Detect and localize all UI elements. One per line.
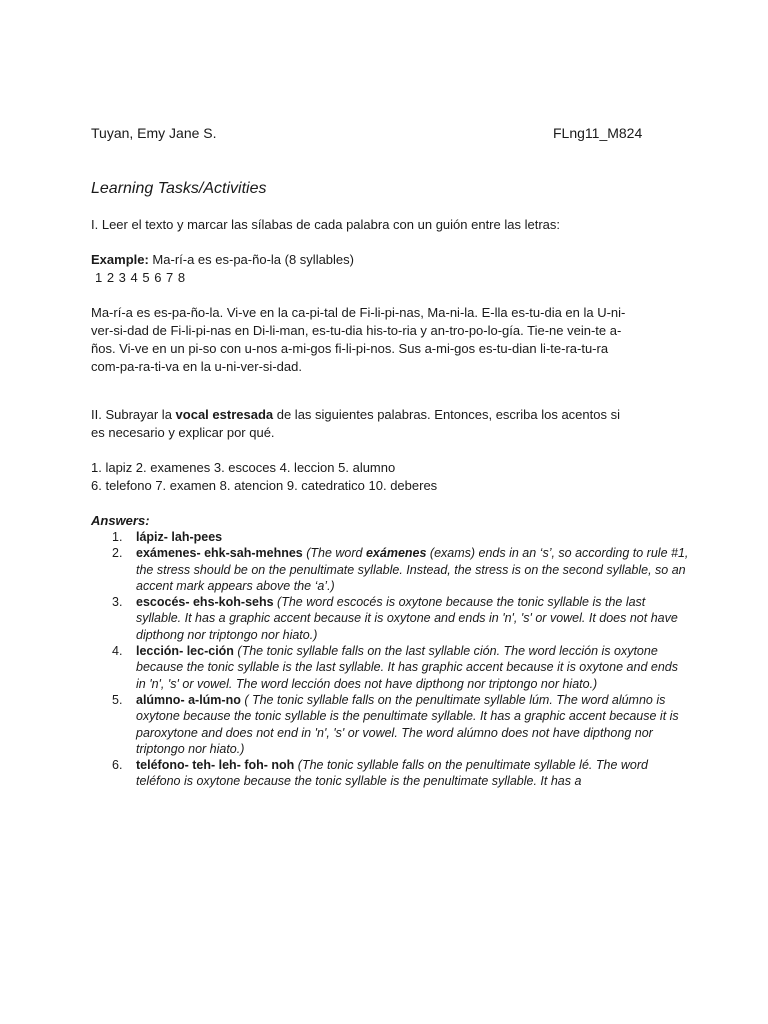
answer-explanation: (The word (302, 546, 366, 561)
answer-item (91, 692, 691, 757)
answer-explanation: (The tonic syllable falls on the penultimate syllable lé. The word teléfono is oxytone because the tonic syllable is the penultimate syllable. It has a (136, 758, 648, 789)
answer-term: alúmno- a-lúm-no (136, 692, 241, 707)
answer-explanation: (The word escocés is oxytone because the tonic syllable is the last syllable. It has a graphic accent because it is oxytone and ends in 'n', 's' or vowel. It does not have dipthong nor triptongo nor hiato.) (136, 595, 678, 642)
part2-instruction-line2: es necesario y explicar por qué. (91, 425, 275, 440)
answer-number: 3. (112, 595, 123, 610)
answer-number: 1. (112, 530, 123, 544)
part1-instruction: I. Leer el texto y marcar las sílabas de cada palabra con un guión entre las letras: (91, 217, 560, 232)
answer-explanation-bold: exámenes (365, 546, 427, 561)
answer-item (91, 545, 691, 594)
answer-number: 6. (112, 758, 123, 773)
answer-term: lección- lec-ción (136, 644, 234, 659)
paragraph-line: ños. Vi-ve en un pi-so con u-nos a-mi-gos fi-li-pi-nos. Sus a-mi-gos es-tu-dian li-te-ra-tu-ra (91, 341, 609, 356)
instruction-text: de las siguientes palabras. Entonces, escriba los acentos si (273, 407, 620, 422)
answers-label: Answers: (91, 513, 150, 528)
paragraph-line: com-pa-ra-ti-va en la u-ni-ver-si-dad. (91, 359, 302, 374)
answer-explanation: (The tonic syllable falls on the last syllable ción. The word lección is oxytone because the tonic syllable is the last syllable. It has graphic accent because it is oxytone and ends in 'n', 's' or vowel. The word lección does not have dipthong nor triptongo nor hiato.) (136, 644, 678, 691)
answers-list (91, 529, 691, 790)
syllabified-paragraph (91, 304, 681, 376)
answer-item (91, 757, 691, 790)
answer-term: exámenes- ehk-sah-mehnes (136, 546, 303, 561)
answer-item (91, 594, 691, 643)
part2-instruction (91, 406, 681, 442)
answer-number: 5. (112, 692, 123, 707)
answer-number: 4. (112, 644, 123, 659)
example-label: Example: (91, 252, 149, 267)
example-syllable-numbers: 1 2 3 4 5 6 7 8 (95, 270, 186, 285)
instruction-text: II. Subrayar la (91, 407, 176, 422)
answer-explanation: ( The tonic syllable falls on the penultimate syllable lúm. The word alúmno is oxytone because the tonic syllable is the penultimate syllable. It has a graphic accent because it is paroxytone and does not end in 'n', 's' or vowel. The word alúmno does not have dipthong nor triptongo nor hiato.) (136, 692, 679, 756)
paragraph-line: Ma-rí-a es es-pa-ño-la. Vi-ve en la ca-pi-tal de Fi-li-pi-nas, Ma-ni-la. E-lla es-tu-dia en la U-ni- (91, 305, 626, 320)
answer-term: teléfono- teh- leh- foh- noh (136, 758, 295, 773)
answer-number: 2. (112, 546, 123, 561)
word-list-line1: 1. lapiz 2. examenes 3. escoces 4. leccion 5. alumno (91, 460, 396, 475)
answer-term: escocés- ehs-koh-sehs (136, 595, 274, 610)
answer-item (91, 643, 691, 692)
course-code: FLng11_M824 (553, 125, 643, 141)
answer-explanation: (exams) ends in an ‘s’, so according to rule #1, the stress should be on the penultimate syllable. Instead, the stress is on the second syllable, so an accent mark appears above the ‘a’.) (136, 546, 689, 593)
part2-instruction-line1 (91, 406, 681, 424)
example-text: Ma-rí-a es es-pa-ño-la (8 syllables) (148, 252, 354, 267)
answer-term: lápiz- lah-pees (136, 530, 223, 544)
student-name: Tuyan, Emy Jane S. (91, 125, 217, 141)
example-line (91, 251, 354, 269)
word-list-line2: 6. telefono 7. examen 8. atencion 9. catedratico 10. deberes (91, 478, 438, 493)
answer-item (91, 529, 691, 545)
paragraph-line: ver-si-dad de Fi-li-pi-nas en Di-li-man, es-tu-dia his-to-ria y an-tro-po-lo-gía. Tie-ne vein-te a- (91, 323, 622, 338)
instruction-bold: vocal estresada (175, 407, 274, 422)
page-title: Learning Tasks/Activities (91, 180, 267, 197)
